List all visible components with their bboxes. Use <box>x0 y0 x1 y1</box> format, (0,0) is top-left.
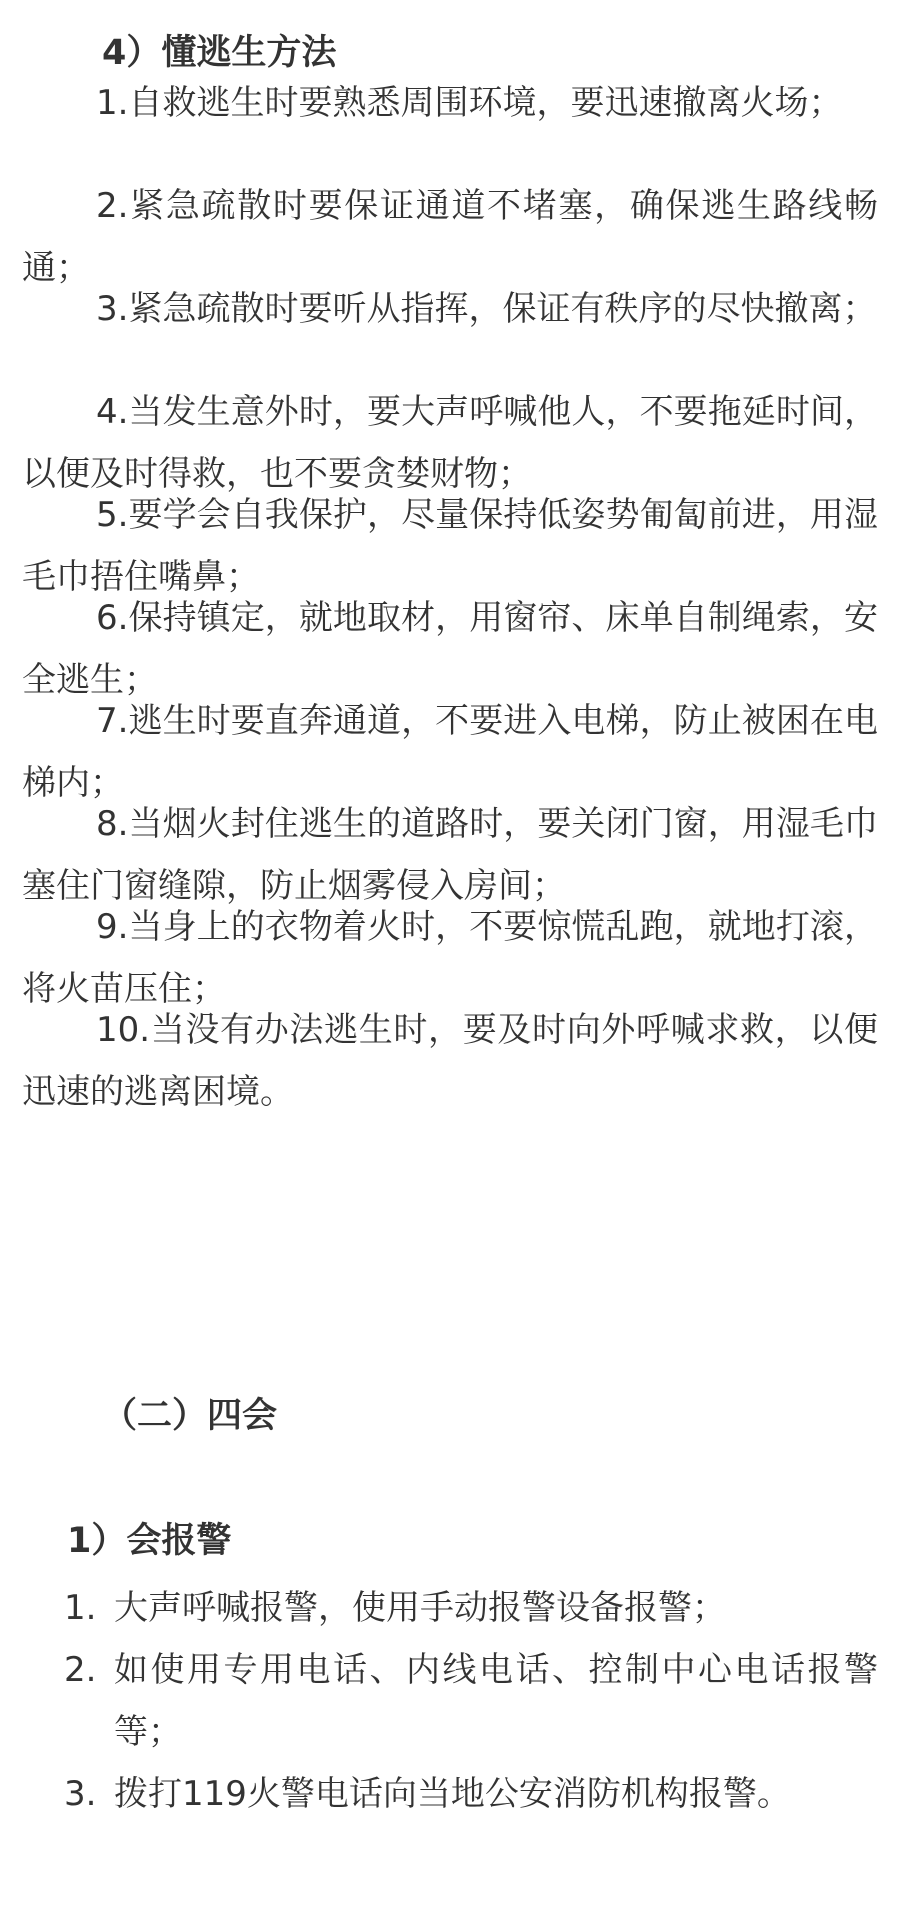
list-item <box>22 1639 878 1763</box>
escape-method-item-2: 2.紧急疏散时要保证通道不堵塞，确保逃生路线畅通； <box>22 186 878 288</box>
list-item-text: 大声呼喊报警，使用手动报警设备报警； <box>114 1588 726 1628</box>
section-heading-escape-methods: 4）懂逃生方法 <box>102 33 337 73</box>
escape-method-item-7: 7.逃生时要直奔通道，不要进入电梯，防止被困在电梯内； <box>22 701 878 803</box>
escape-method-item-10: 10.当没有办法逃生时，要及时向外呼喊求救，以便迅速的逃离困境。 <box>22 1010 878 1112</box>
escape-method-item-1: 1.自救逃生时要熟悉周围环境，要迅速撤离火场； <box>96 83 843 123</box>
list-item-number: 1. <box>64 1588 97 1628</box>
list-item <box>22 1763 878 1825</box>
list-item-number: 3. <box>64 1774 97 1814</box>
list-item-text: 如使用专用电话、内线电话、控制中心电话报警等； <box>114 1650 878 1752</box>
list-item-number: 2. <box>64 1650 97 1690</box>
part-heading-four-abilities: （二）四会 <box>102 1396 278 1436</box>
escape-method-item-4: 4.当发生意外时，要大声呼喊他人，不要拖延时间，以便及时得救，也不要贪婪财物； <box>22 392 878 494</box>
escape-method-item-9: 9.当身上的衣物着火时，不要惊慌乱跑，就地打滚，将火苗压住； <box>22 907 878 1009</box>
escape-method-item-5: 5.要学会自我保护，尽量保持低姿势匍匐前进，用湿毛巾捂住嘴鼻； <box>22 495 878 597</box>
escape-method-item-3: 3.紧急疏散时要听从指挥，保证有秩序的尽快撤离； <box>96 289 877 329</box>
subsection-heading-report-alarm: 1）会报警 <box>67 1521 232 1561</box>
escape-method-item-6: 6.保持镇定，就地取材，用窗帘、床单自制绳索，安全逃生； <box>22 598 878 700</box>
list-item <box>22 1577 878 1639</box>
escape-method-item-8: 8.当烟火封住逃生的道路时，要关闭门窗，用湿毛巾塞住门窗缝隙，防止烟雾侵入房间； <box>22 804 878 906</box>
report-alarm-list <box>22 1577 878 1825</box>
list-item-text: 拨打119火警电话向当地公安消防机构报警。 <box>114 1774 791 1814</box>
